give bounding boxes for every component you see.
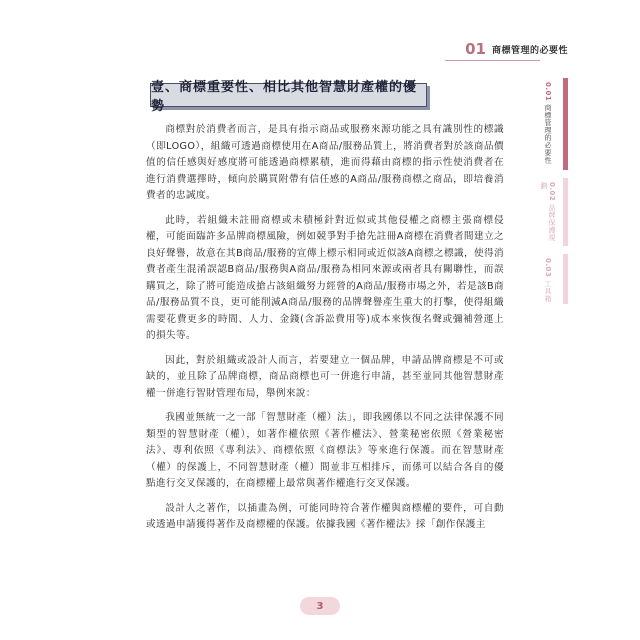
paragraph-1: 商標對於消費者而言，是具有指示商品或服務來源功能之具有識別性的標識（即LOGO），組織可透過商標使用在A商品/服務品質上，將消費者對於該商品價值的信任感與好感度將可能透過商標累積，進而得藉由商標的指示性使消費者在進行消費選擇時，傾向於購買附帶有信任感的A商品/服務商標之商品，即培養消費者的忠誠度。	[146, 124, 504, 201]
header-divider	[445, 60, 540, 61]
side-tab-2-label: 品牌保護規劃	[540, 182, 556, 242]
side-tab-1-bar	[563, 78, 568, 170]
chapter-number: 01	[465, 40, 486, 58]
page-number: 3	[300, 597, 340, 615]
chapter-title: 商標管理的必要性	[491, 45, 568, 56]
side-tab-2-text	[540, 178, 556, 246]
section-title-banner: 壹、商標重要性、相比其他智慧財產權的優勢	[150, 83, 427, 107]
side-tab-2-bar	[563, 178, 568, 246]
paragraph-3: 因此，對於組織或設計人而言，若要建立一個品牌，申請品牌商標是不可或缺的，並且除了品牌商標，商品商標也可一併進行申請，甚至並同其他智慧財產權一併進行智財管理布局，舉例來說：	[146, 354, 504, 399]
side-tab-1-label: 商標管理的必要性	[544, 104, 552, 165]
side-tab-3[interactable]	[534, 254, 562, 304]
paragraph-4: 我國並無統一之一部「智慧財產（權）法」，即我國係以不同之法律保護不同類型的智慧財產（權），如著作權依照《著作權法》、營業秘密依照《營業秘密法》、專利依照《專利法》、商標依照《商標法》等來進行保護。而在智慧財產（權）的保護上，不同智慧財產（權）間並非互相排斥，而係可以結合各自的優點進行交叉保護的，在商標權上最常與著作權進行交叉保護。	[146, 412, 504, 489]
side-tab-1-number: 0.01	[544, 82, 552, 102]
body-text	[146, 122, 504, 542]
side-tab-3-label: 工具箱	[544, 280, 552, 303]
paragraph-2: 此時，若組織未註冊商標或未積極針對近似或其他侵權之商標主張商標侵權，可能面臨許多品牌商標風險，例如競爭對手搶先註冊A商標在消費者間建立之良好聲譽，故意在其B商品/服務的宣傳上標示相同或近似該A商標之標識，使得消費者產生混淆誤認B商品/服務與A商品/服務為相同來源或兩者具有關聯性，而誤購買之，除了將可能造成搶占該組織努力經營的A商品/服務市場之外，若是該B商品/服務品質不良，更可能削減A商品/服務的品牌聲譽產生重大的打擊，使得組織需要花費更多的時間、人力、金錢(含訴訟費用等)成本來恢復名聲或彌補營運上的損失等。	[146, 214, 504, 341]
side-tab-1-text	[544, 78, 552, 170]
chapter-header	[465, 40, 568, 58]
side-tab-1[interactable]	[534, 78, 562, 170]
side-tab-nav	[534, 78, 562, 304]
paragraph-5: 設計人之著作，以插畫為例，可能同時符合著作權與商標權的要件，可自動或透過申請獲得著作及商標權的保護。依據我國《著作權法》採「創作保護主	[146, 502, 504, 530]
side-tab-2[interactable]	[534, 178, 562, 246]
side-tab-3-text	[544, 254, 552, 304]
side-tab-2-number: 0.02	[548, 182, 556, 202]
side-tab-3-bar	[563, 254, 568, 304]
side-tab-3-number: 0.03	[544, 258, 552, 278]
